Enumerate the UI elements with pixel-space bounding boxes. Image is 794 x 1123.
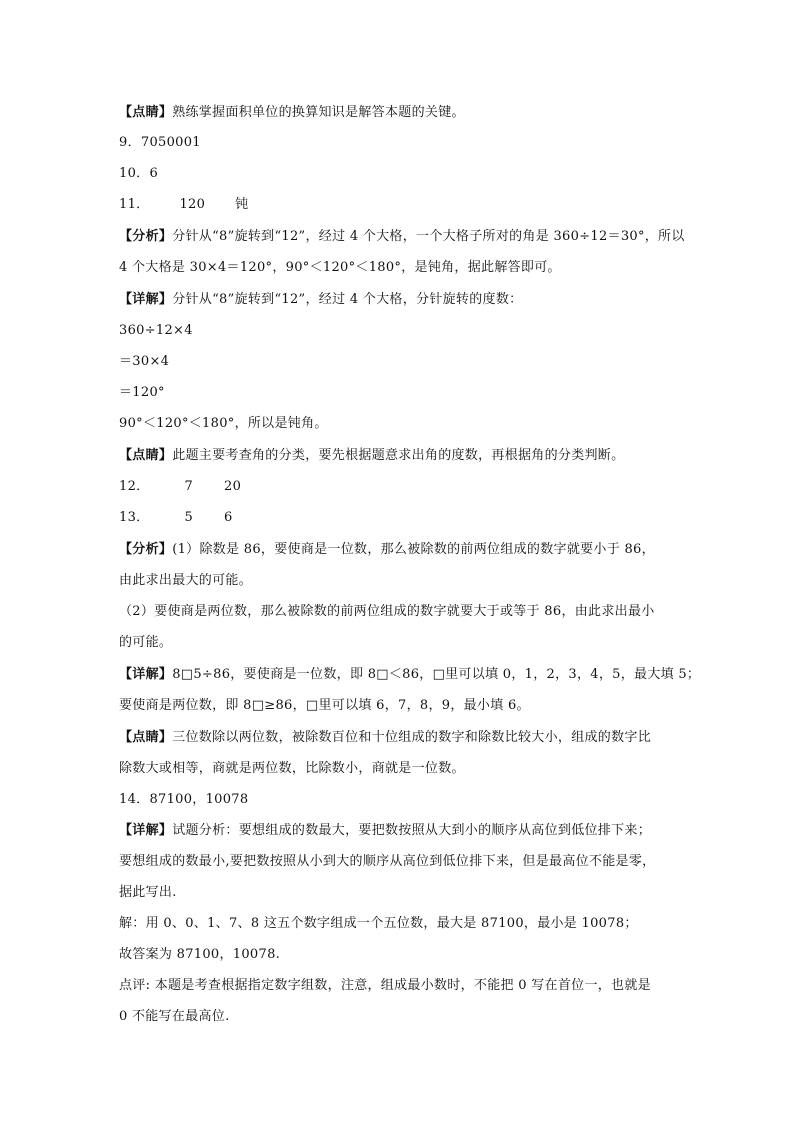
remark-text: 此题主要考查角的分类，要先根据题意求出角的度数，再根据角的分类判断。 bbox=[172, 448, 625, 463]
analysis-line-13a bbox=[119, 540, 679, 560]
analysis-tag: 【分析】 bbox=[119, 229, 173, 244]
remark-line-11 bbox=[119, 446, 679, 466]
remark-tag: 【点睛】 bbox=[119, 105, 173, 120]
analysis-text: (1）除数是 86，要使商是一位数，那么被除数的前两位组成的数字就要小于 86， bbox=[172, 542, 655, 557]
remark-tag: 【点睛】 bbox=[119, 448, 173, 463]
answer-value-a: 5 bbox=[184, 510, 194, 525]
answer-statement: 故答案为 87100，10078. bbox=[119, 947, 281, 962]
answer-12 bbox=[119, 477, 679, 497]
detail-tag: 【详解】 bbox=[119, 667, 173, 682]
analysis-line-11b: 4 个大格是 30×4＝120°，90°＜120°＜180°，是钝角，据此解答即可。 bbox=[119, 260, 561, 275]
answer-value-b: 钝 bbox=[235, 197, 249, 212]
analysis-line-13c: （2）要使商是两位数，那么被除数的前两位组成的数字就要大于或等于 86，由此求出最小 bbox=[119, 604, 655, 619]
answer-value-b: 20 bbox=[224, 479, 242, 494]
detail-line-13b: 要使商是两位数，即 8□≥86，□里可以填 6，7，8，9，最小填 6。 bbox=[119, 698, 530, 713]
analysis-tag: 【分析】 bbox=[119, 542, 173, 557]
analysis-line-11a bbox=[119, 227, 685, 247]
detail-tag: 【详解】 bbox=[119, 292, 173, 307]
analysis-text: 分针从“8”旋转到“12”，经过 4 个大格，一个大格子所对的角是 360÷12＝30°，所以 bbox=[172, 229, 685, 244]
detail-line-11a bbox=[119, 290, 679, 310]
answer-14: 14．87100，10078 bbox=[119, 792, 249, 807]
answer-value-a: 7 bbox=[184, 479, 194, 494]
detail-line-14b: 要想组成的数最小,要把数按照从小到大的顺序从高位到低位排下来，但是最高位不能是零， bbox=[119, 854, 656, 869]
detail-text: 试题分析：要想组成的数最大，要把数按照从大到小的顺序从高位到低位排下来； bbox=[172, 823, 652, 838]
answer-13 bbox=[119, 508, 679, 528]
answer-value-a: 120 bbox=[179, 197, 206, 212]
detail-line-14a bbox=[119, 821, 679, 841]
calc-conclusion: 90°＜120°＜180°，所以是钝角。 bbox=[119, 416, 328, 431]
calc-line-2: ＝30×4 bbox=[119, 354, 170, 369]
answer-value-b: 6 bbox=[224, 510, 233, 525]
calc-line-1: 360÷12×4 bbox=[119, 323, 193, 338]
remark-text: 熟练掌握面积单位的换算知识是解答本题的关键。 bbox=[172, 105, 465, 120]
question-number: 11． bbox=[119, 197, 150, 212]
detail-line-14c: 据此写出. bbox=[119, 885, 177, 900]
remark-line-13b: 除数大或相等，商就是两位数，比除数小，商就是一位数。 bbox=[119, 761, 465, 776]
remark-text: 三位数除以两位数，被除数百位和十位组成的数字和除数比较大小，组成的数字比 bbox=[172, 730, 652, 745]
detail-text: 分针从“8”旋转到“12”，经过 4 个大格，分针旋转的度数： bbox=[172, 292, 523, 307]
calc-line-3: ＝120° bbox=[119, 385, 165, 400]
comment-line-a: 点评: 本题是考查根据指定数字组数，注意，组成最小数时，不能把 0 写在首位一，也就是 bbox=[119, 978, 651, 993]
detail-text: 8□5÷86，要使商是一位数，即 8□＜86，□里可以填 0，1，2，3，4，5，最大填 5； bbox=[172, 667, 701, 682]
detail-line-13a bbox=[119, 665, 701, 685]
analysis-line-13b: 由此求出最大的可能。 bbox=[119, 573, 253, 588]
remark-line-13a bbox=[119, 728, 679, 748]
question-number: 13． bbox=[119, 510, 150, 525]
question-number: 12． bbox=[119, 479, 150, 494]
analysis-line-13d: 的可能。 bbox=[119, 635, 173, 650]
detail-tag: 【详解】 bbox=[119, 823, 173, 838]
answer-9: 9．7050001 bbox=[119, 135, 201, 150]
solution-line: 解：用 0、0、1、7、8 这五个数字组成一个五位数，最大是 87100，最小是 10078； bbox=[119, 916, 638, 931]
remark-tag: 【点睛】 bbox=[119, 730, 173, 745]
answer-11 bbox=[119, 195, 679, 215]
answer-10: 10．6 bbox=[119, 166, 159, 181]
remark-line-1 bbox=[119, 103, 679, 123]
comment-line-b: 0 不能写在最高位. bbox=[119, 1009, 230, 1024]
